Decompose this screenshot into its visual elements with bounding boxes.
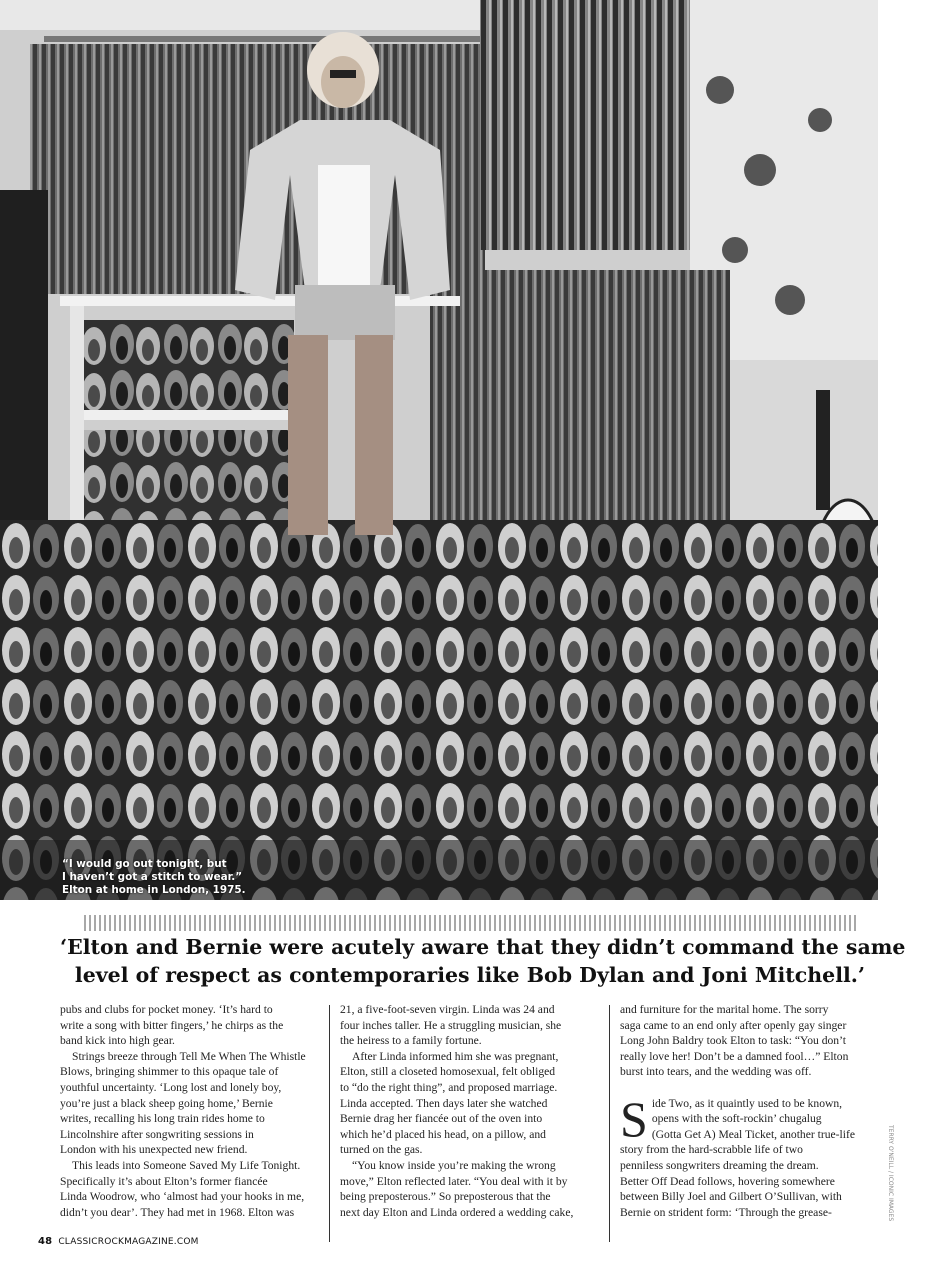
text-line: “You know inside you’re making the wrong xyxy=(352,1158,556,1172)
text-line: writes, recalling his long train rides home to xyxy=(60,1112,265,1126)
text-line: which he’d placed his head, on a pillow, and xyxy=(340,1127,546,1141)
text-line: (Gotta Get A) Meal Ticket, another true-life xyxy=(651,1127,855,1141)
text-line: pubs and clubs for pocket money. ‘It’s hard to xyxy=(60,1003,273,1016)
text-line: between Billy Joel and Gilbert O’Sullivan, with xyxy=(620,1190,842,1204)
text-line: story from the hard-scrabble life of two xyxy=(620,1143,803,1157)
text-line: youthful uncertainty. ‘Long lost and lonely boy, xyxy=(60,1080,282,1094)
text-line: being preposterous.” So preposterous that the xyxy=(340,1190,551,1204)
text-line: and furniture for the marital home. The sorry xyxy=(620,1003,829,1016)
text-line: saga came to an end only after openly gay singer xyxy=(620,1018,847,1032)
text-line: four inches taller. He a struggling musician, she xyxy=(340,1018,562,1032)
text-line: Long John Baldry took Elton to task: “You don’t xyxy=(620,1034,846,1048)
photo-caption xyxy=(62,858,292,897)
text-line: Linda accepted. Then days later she watched xyxy=(340,1096,548,1110)
page-number: 48 xyxy=(38,1236,53,1247)
text-line: ide Two, as it quaintly used to be known, xyxy=(651,1096,843,1110)
text-line: penniless songwriters dreaming the dream. xyxy=(620,1158,819,1172)
decorative-rule xyxy=(84,915,856,931)
column-divider xyxy=(609,1005,610,1242)
text-line: Better Off Dead follows, hovering somewhere xyxy=(620,1174,835,1188)
text-line: opens with the soft-rockin’ chugalug xyxy=(651,1112,822,1126)
caption-line: “I would go out tonight, but xyxy=(62,858,227,870)
text-line: London with his unexpected new friend. xyxy=(60,1143,248,1157)
text-column-2 xyxy=(340,1002,603,1220)
text-line: burst into tears, and the wedding was off. xyxy=(620,1065,812,1079)
text-column-1 xyxy=(60,1002,323,1220)
text-line: you’re just a black sheep going home,’ Bernie xyxy=(60,1096,273,1110)
pull-quote xyxy=(60,933,906,989)
caption-line: I haven’t got a stitch to wear.” xyxy=(62,871,243,883)
text-line: Elton, still a closeted homosexual, felt obliged xyxy=(340,1065,556,1079)
text-line: didn’t you dear’. They had met in 1968. Elton was xyxy=(60,1205,295,1219)
text-line: Strings breeze through Tell Me When The Whistle xyxy=(72,1049,306,1063)
text-line: After Linda informed him she was pregnant, xyxy=(352,1049,559,1063)
text-column-3 xyxy=(620,1002,883,1220)
text-line: 21, a five-foot-seven virgin. Linda was 24 and xyxy=(340,1003,555,1016)
column-divider xyxy=(329,1005,330,1242)
footer-site: CLASSICROCKMAGAZINE.COM xyxy=(58,1237,199,1247)
page-footer xyxy=(38,1236,199,1247)
pull-quote-line: level of respect as contemporaries like Bob Dylan and Joni Mitchell.’ xyxy=(74,963,866,987)
drop-cap: S xyxy=(620,1090,648,1147)
text-line: Bernie drag her fiancée out of the oven into xyxy=(340,1112,543,1126)
text-line: the heiress to a family fortune. xyxy=(340,1034,482,1048)
caption-line: Elton at home in London, 1975. xyxy=(62,884,246,896)
text-line: Blows, bringing shimmer to this opaque tale of xyxy=(60,1065,279,1079)
text-line: move,” Elton reflected later. “You deal with it by xyxy=(340,1174,568,1188)
pull-quote-line: ‘Elton and Bernie were acutely aware that they didn’t command the same xyxy=(60,935,906,959)
text-line: Specifically it’s about Elton’s former fiancée xyxy=(60,1174,268,1188)
text-line: turned on the gas. xyxy=(340,1143,423,1157)
text-line: Lincolnshire after songwriting sessions in xyxy=(60,1127,254,1141)
text-line: This leads into Someone Saved My Life Tonight. xyxy=(72,1158,301,1172)
text-line: to “do the right thing”, and proposed marriage. xyxy=(340,1080,558,1094)
text-line: next day Elton and Linda ordered a wedding cake, xyxy=(340,1205,574,1219)
text-line: Bernie on strident form: ‘Through the grease- xyxy=(620,1205,832,1219)
text-line: Linda Woodrow, who ‘almost had your hooks in me, xyxy=(60,1190,305,1204)
text-line: band kick into high gear. xyxy=(60,1034,175,1048)
text-line: write a song with bitter fingers,’ he chirps as the xyxy=(60,1018,284,1032)
text-line: really love her! Don’t be a damned fool…” Elton xyxy=(620,1049,849,1063)
photo-credit: TERRY O'NEILL / ICONIC IMAGES xyxy=(887,1125,894,1222)
